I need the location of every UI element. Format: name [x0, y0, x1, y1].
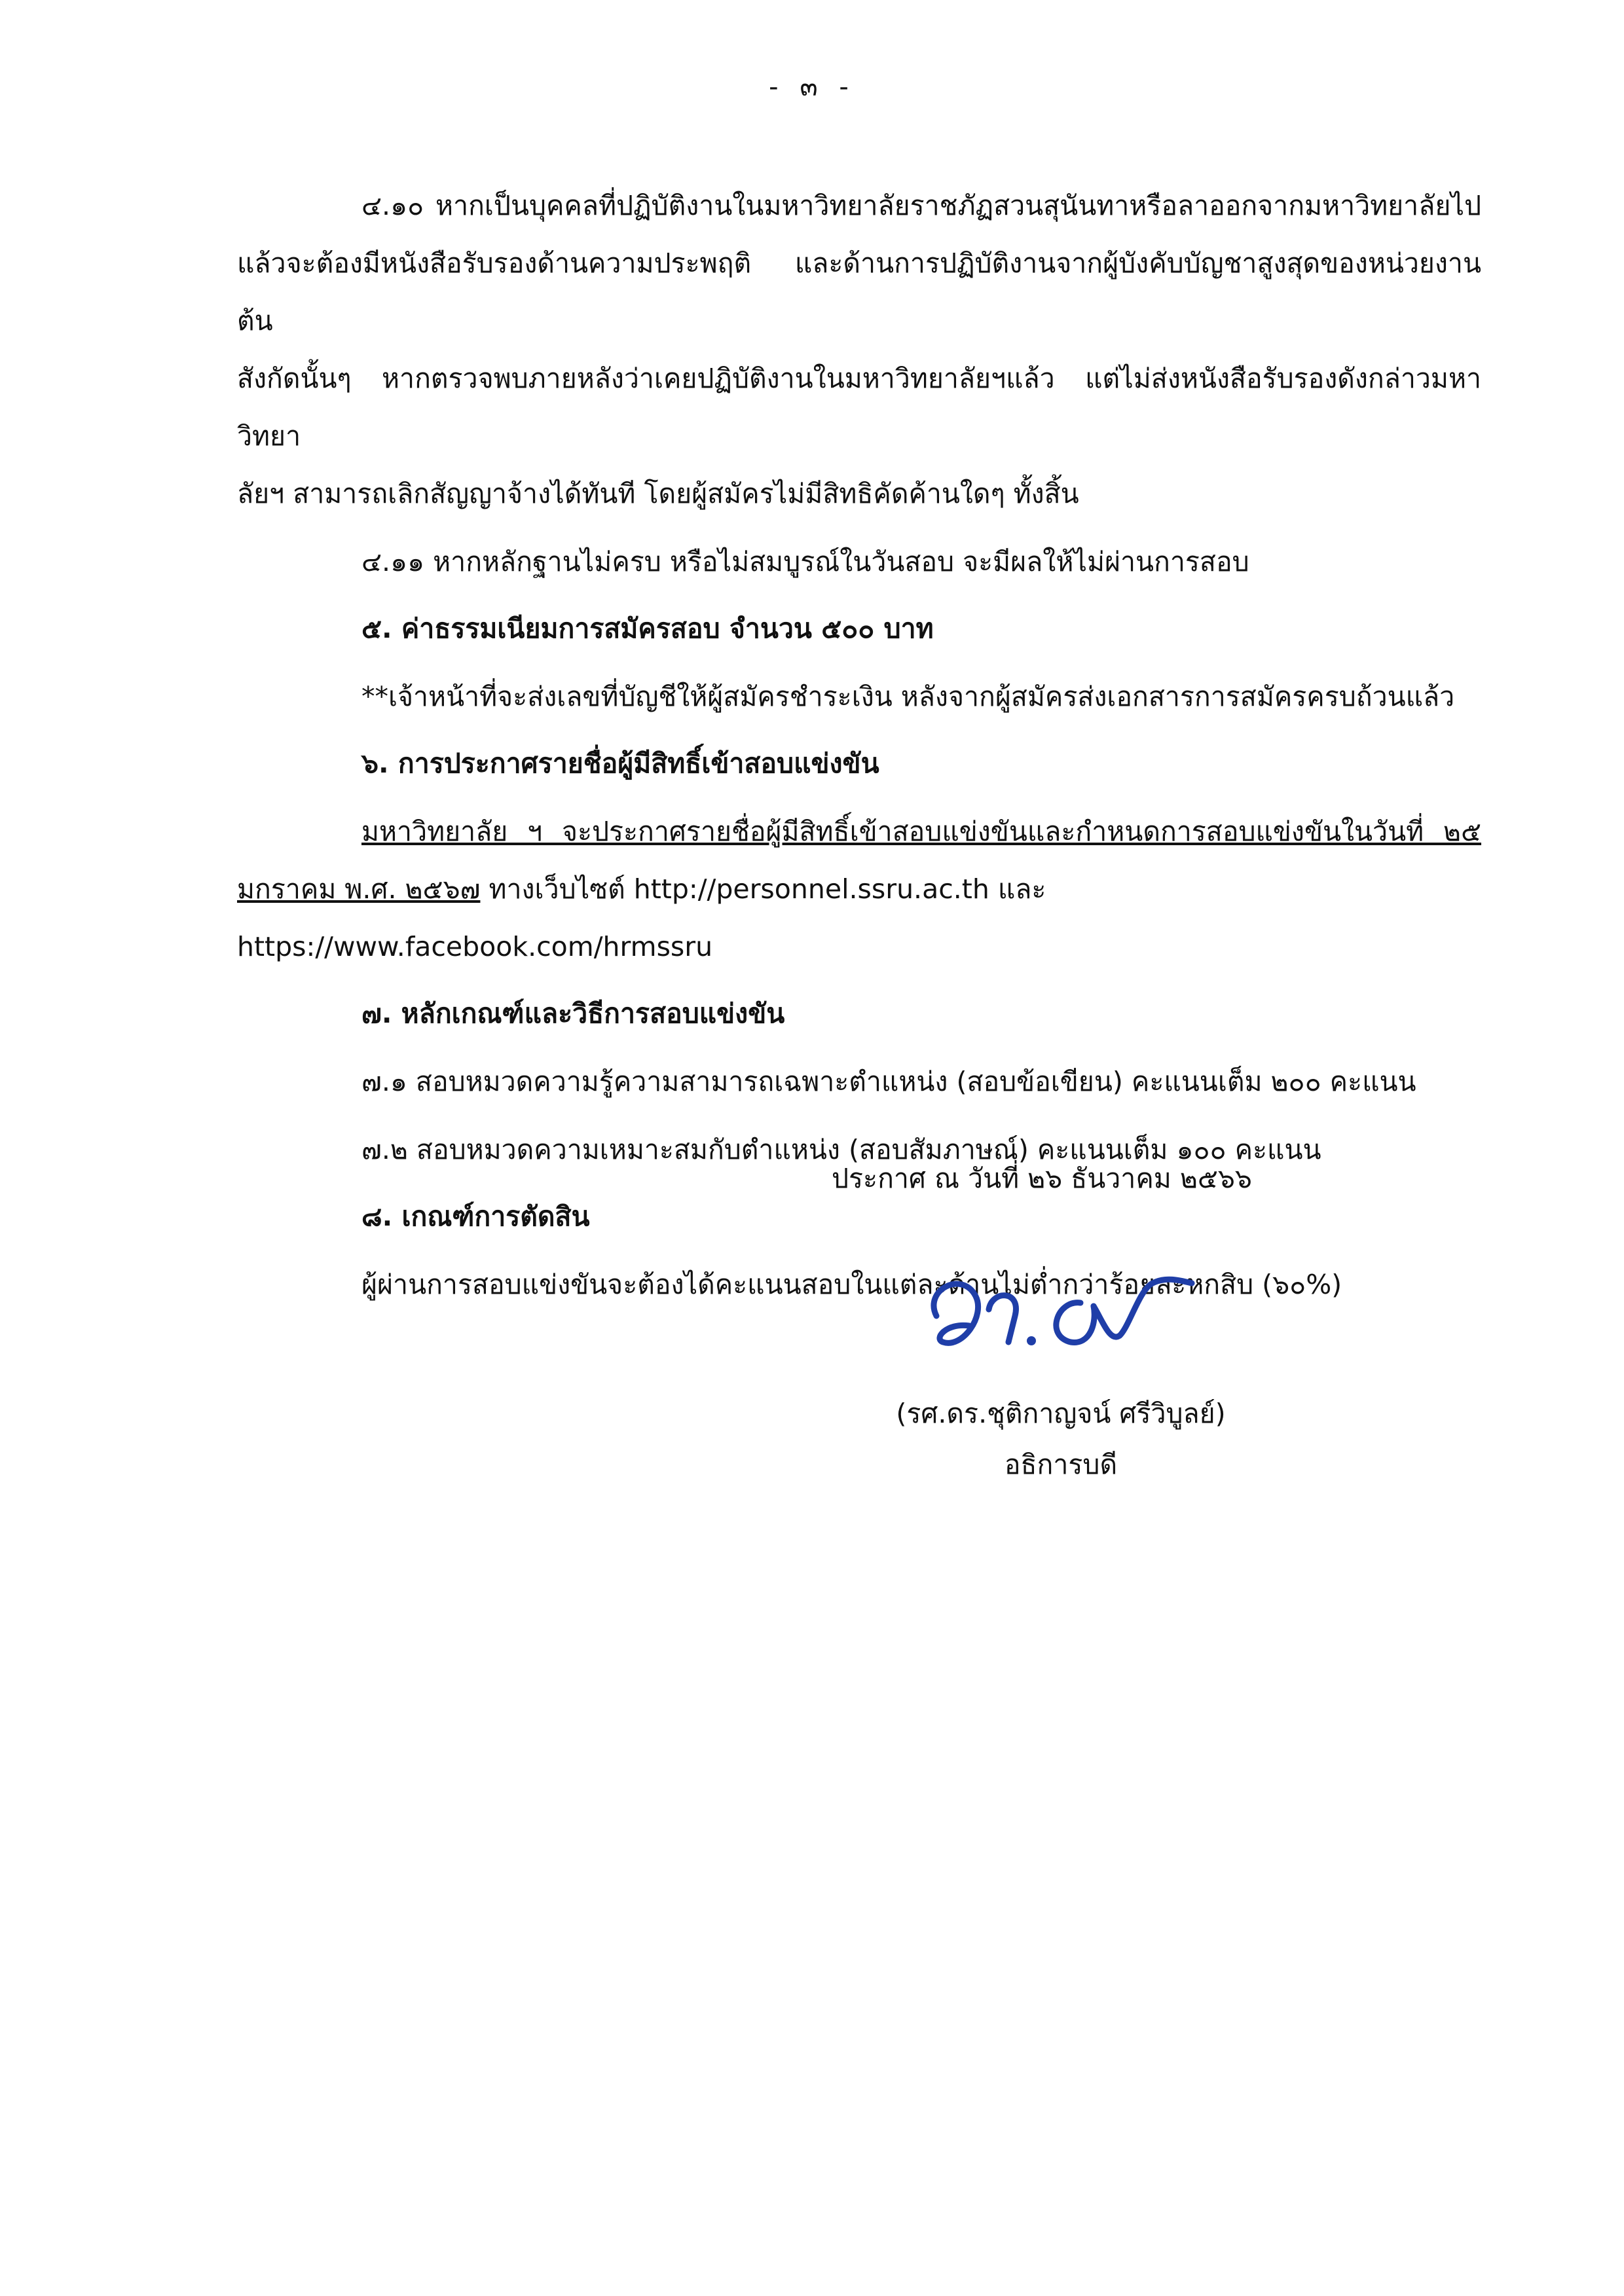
- signer-name: (รศ.ดร.ชุติกาญจน์ ศรีวิบูลย์): [896, 1398, 1226, 1429]
- announcement-websites: ทางเว็บไซต์ http://personnel.ssru.ac.th และ https://www.facebook.com/hrmssru: [237, 873, 1046, 962]
- section-4-10-line-1: ๔.๑๐ หากเป็นบุคคลที่ปฏิบัติงานในมหาวิทยาลัยราชภัฏสวนสุนันทาหรือลาออกจากมหาวิทยาลัยไป: [361, 190, 1481, 221]
- section-7-item-1: ๗.๑ สอบหมวดความรู้ความสามารถเฉพาะตำแหน่ง (สอบข้อเขียน) คะแนนเต็ม ๒๐๐ คะแนน: [361, 1066, 1416, 1097]
- announcement-date-line: ประกาศ ณ วันที่ ๒๖ ธันวาคม ๒๕๖๖: [832, 1163, 1252, 1194]
- page-number: - ๓ -: [769, 72, 855, 102]
- signature-image: [917, 1244, 1205, 1375]
- section-4-10-line-2: แล้วจะต้องมีหนังสือรับรองด้านความประพฤติ และด้านการปฏิบัติงานจากผู้บังคับบัญชาสูงสุดของหน่วยงานต้น: [237, 247, 1481, 337]
- section-7-heading: ๗. หลักเกณฑ์และวิธีการสอบแข่งขัน: [361, 998, 785, 1029]
- section-7-item-2: ๗.๒ สอบหมวดความเหมาะสมกับตำแหน่ง (สอบสัมภาษณ์) คะแนนเต็ม ๑๐๐ คะแนน: [361, 1134, 1321, 1165]
- section-6-line-1: มหาวิทยาลัย ฯ จะประกาศรายชื่อผู้มีสิทธิ์เข้าสอบแข่งขันและกำหนดการสอบแข่งขันในวันที่ ๒๕: [361, 816, 1481, 847]
- section-6-heading: ๖. การประกาศรายชื่อผู้มีสิทธิ์เข้าสอบแข่งขัน: [361, 748, 879, 779]
- signer-title: อธิการบดี: [1004, 1449, 1118, 1480]
- section-8-text: ผู้ผ่านการสอบแข่งขันจะต้องได้คะแนนสอบในแต่ละด้านไม่ต่ำกว่าร้อยละหกสิบ (๖๐%): [361, 1269, 1342, 1300]
- document-body: [237, 177, 1481, 1313]
- section-4-10-line-3: สังกัดนั้นๆ หากตรวจพบภายหลังว่าเคยปฏิบัติงานในมหาวิทยาลัยฯแล้ว แต่ไม่ส่งหนังสือรับรองดังกล่าวมหาวิทยา: [237, 363, 1481, 452]
- section-4-10-line-4: ลัยฯ สามารถเลิกสัญญาจ้างได้ทันที โดยผู้สมัครไม่มีสิทธิคัดค้านใดๆ ทั้งสิ้น: [237, 478, 1079, 509]
- section-4-11: ๔.๑๑ หากหลักฐานไม่ครบ หรือไม่สมบูรณ์ในวันสอบ จะมีผลให้ไม่ผ่านการสอบ: [361, 546, 1249, 577]
- section-4-10: [237, 177, 1481, 522]
- signer-block: [877, 1388, 1244, 1490]
- signature-stroke: [1094, 1279, 1192, 1337]
- signature-stroke: [1056, 1303, 1094, 1343]
- signature-stroke: [989, 1296, 1016, 1342]
- section-6-line-2: [237, 860, 1481, 975]
- announcement-date: มกราคม พ.ศ. ๒๕๖๗: [237, 873, 481, 905]
- section-5-note: **เจ้าหน้าที่จะส่งเลขที่บัญชีให้ผู้สมัครชำระเงิน หลังจากผู้สมัครส่งเอกสารการสมัครครบถ้วนแล้ว: [361, 681, 1455, 712]
- section-8-heading: ๘. เกณฑ์การตัดสิน: [361, 1201, 590, 1232]
- section-5-heading: ๕. ค่าธรรมเนียมการสมัครสอบ จำนวน ๕๐๐ บาท: [361, 613, 934, 644]
- signature-stroke: [934, 1284, 978, 1343]
- signature-dot: [1027, 1336, 1036, 1345]
